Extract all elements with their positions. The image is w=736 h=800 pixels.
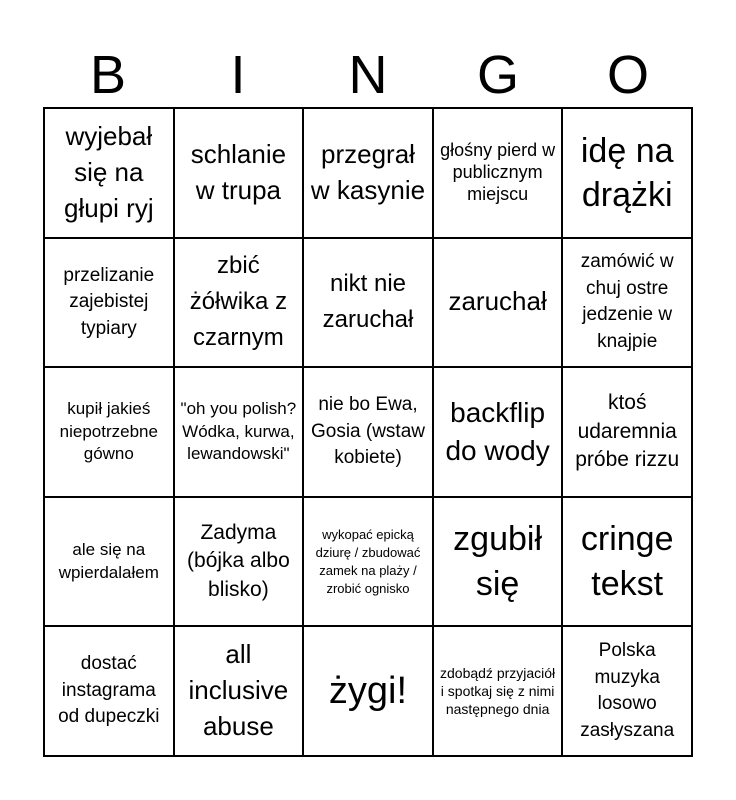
header-letter-g: G [476, 45, 519, 105]
bingo-cell-text: Zadyma (bójka albo blisko) [187, 521, 290, 601]
bingo-grid [43, 107, 693, 757]
header-letter-b: B [89, 45, 127, 105]
bingo-cell-text: backflip do wody [445, 397, 550, 466]
bingo-cell-text: zamówić w chuj ostre jedzenie w knajpie [580, 251, 674, 352]
bingo-cell[interactable] [174, 108, 304, 238]
bingo-cell-text: Polska muzyka losowo zasłyszana [580, 640, 675, 741]
header-letter-i: I [230, 45, 246, 105]
header-letter-o: O [606, 45, 649, 105]
bingo-cell-text: kupił jakieś niepotrzebne gówno [59, 398, 158, 464]
bingo-cell-text: przelizanie zajebistej typiary [63, 264, 155, 339]
bingo-cell[interactable] [562, 497, 692, 627]
bingo-cell[interactable] [44, 367, 174, 497]
bingo-cell-text: wyjebał się na głupi ryj [64, 120, 154, 223]
bingo-cell[interactable] [562, 626, 692, 756]
bingo-cell[interactable] [562, 238, 692, 368]
bingo-cell-text: przegrał w kasynie [310, 138, 426, 205]
bingo-cell[interactable] [562, 367, 692, 497]
bingo-cell[interactable] [433, 238, 563, 368]
bingo-cell[interactable] [174, 497, 304, 627]
bingo-cell-text: zbić żółwika z czarnym [189, 252, 288, 352]
bingo-cell[interactable] [562, 108, 692, 238]
bingo-cell[interactable] [303, 497, 433, 627]
bingo-cell[interactable] [433, 367, 563, 497]
bingo-cell-text: nie bo Ewa, Gosia (wstaw kobiete) [310, 394, 425, 469]
bingo-cell[interactable] [433, 497, 563, 627]
bingo-cell-text: zaruchał [448, 286, 547, 317]
bingo-cell-text: ktoś udaremnia próbe rizzu [575, 391, 680, 472]
bingo-cell[interactable] [303, 238, 433, 368]
bingo-cell[interactable] [174, 367, 304, 497]
bingo-cell[interactable] [174, 626, 304, 756]
bingo-cell-text: dostać instagrama od dupeczki [58, 653, 160, 728]
bingo-cell[interactable] [303, 626, 433, 756]
bingo-cell[interactable] [303, 367, 433, 497]
bingo-cell[interactable] [44, 108, 174, 238]
bingo-cell-text: schlanie w trupa [190, 138, 287, 205]
bingo-cell-text: głośny pierd w publicznym miejscu [440, 139, 556, 204]
bingo-cell-text: all inclusive abuse [188, 639, 289, 742]
bingo-header [43, 42, 693, 108]
bingo-cell-text: "oh you polish? Wódka, kurwa, lewandowski" [180, 398, 297, 464]
bingo-cell[interactable] [303, 108, 433, 238]
bingo-cell[interactable] [44, 238, 174, 368]
bingo-cell[interactable] [433, 108, 563, 238]
bingo-cell[interactable] [44, 497, 174, 627]
bingo-cell-text: cringe tekst [580, 520, 674, 603]
bingo-cell-text: idę na drążki [580, 131, 674, 214]
bingo-cell[interactable] [433, 626, 563, 756]
bingo-cell[interactable] [44, 626, 174, 756]
bingo-cell[interactable] [174, 238, 304, 368]
bingo-cell-text: zgubił się [453, 520, 543, 603]
bingo-cell-text: nikt nie zaruchał [322, 270, 414, 334]
bingo-cell-text: żygi! [328, 669, 408, 712]
header-letter-n: N [348, 45, 388, 105]
bingo-cell-text: zdobądź przyjaciół i spotkaj się z nimi następnego dnia [440, 664, 556, 718]
bingo-cell-text: wykopać epicką dziurę / zbudować zamek na plaży / zrobić ognisko [315, 526, 421, 596]
bingo-cell-text: ale się na wpierdalałem [58, 539, 159, 582]
